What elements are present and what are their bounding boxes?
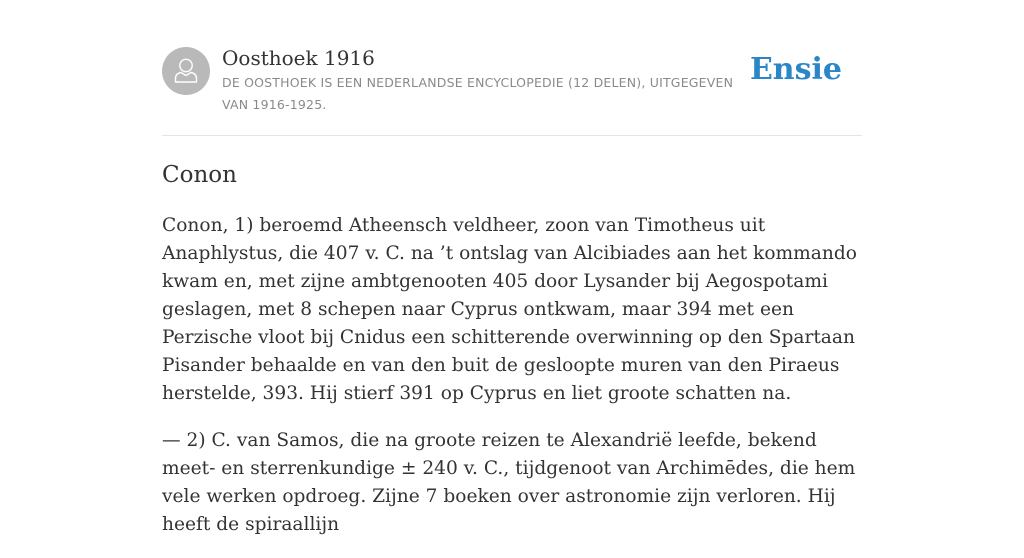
header-divider (162, 135, 862, 136)
source-title[interactable]: Oosthoek 1916 (222, 46, 375, 70)
article-body (162, 212, 874, 558)
user-avatar-icon[interactable] (162, 47, 210, 95)
source-header (162, 46, 862, 116)
source-description: DE OOSTHOEK IS EEN NEDERLANDSE ENCYCLOPEDIE (12 DELEN), UITGEGEVEN VAN 1916-1925. (222, 75, 734, 112)
article-paragraph: Conon, 1) beroemd Atheensch veldheer, zoon van Timotheus uit Anaphlystus, die 407 v. C. na ’t ontslag van Alcibiades aan het kommando kwam en, met zijne ambtgenooten 405 door Lysander bij Aegospotami geslagen, met 8 schepen naar Cyprus ontkwam, maar 394 met een Perzische vloot bij Cnidus een schitterende overwinning op den Spartaan Pisander behaalde en van den buit de gesloopte muren van den Piraeus herstelde, 393. Hij stierf 391 op Cyprus en liet groote schatten na. (162, 215, 857, 404)
article-title: Conon (162, 162, 237, 188)
ensie-logo[interactable]: Ensie (749, 52, 842, 87)
article-paragraph: — 2) C. van Samos, die na groote reizen te Alexandrië leefde, bekend meet- en sterrenkundige ± 240 v. C., tijdgenoot van Archimēdes, die hem vele werken opdroeg. Zijne 7 boeken over astronomie zijn verloren. Hij heeft de spiraallijn (162, 430, 856, 535)
